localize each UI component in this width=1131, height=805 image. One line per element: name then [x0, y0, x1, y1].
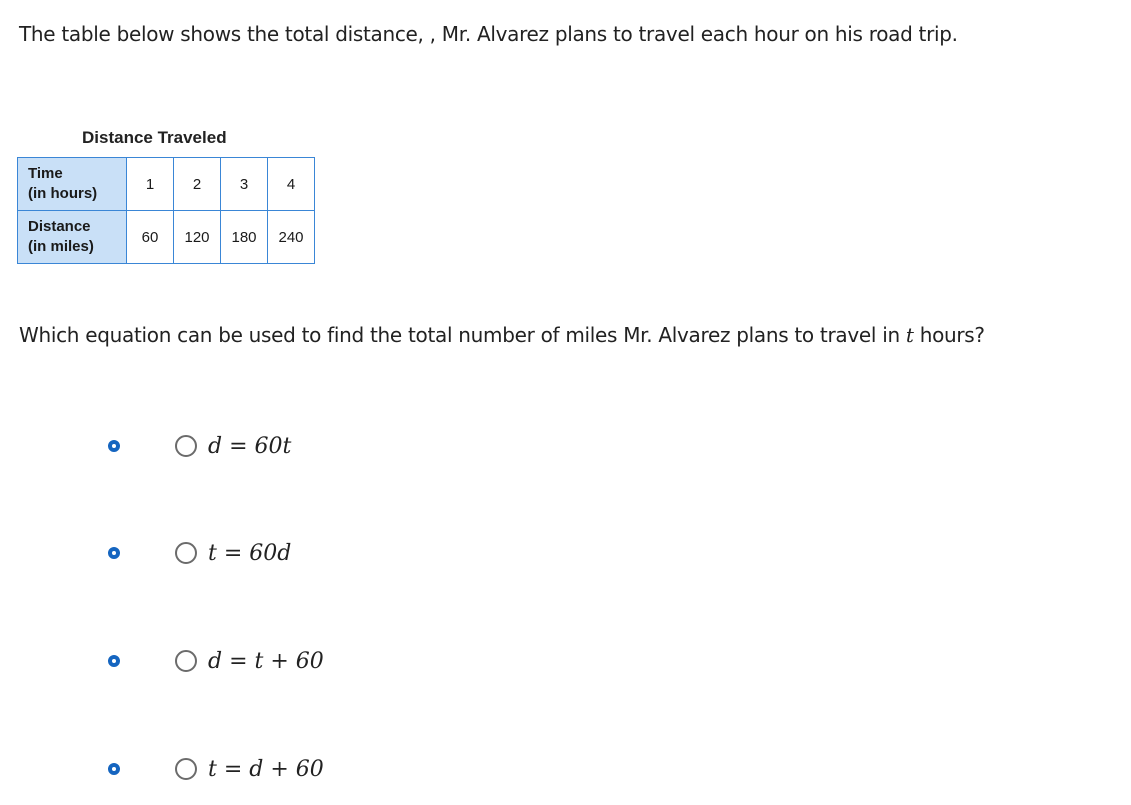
table-cell: 60 — [127, 211, 174, 264]
row-header-line: (in miles) — [28, 238, 94, 255]
table-cell: 2 — [174, 158, 221, 211]
question-text-after: hours? — [913, 323, 985, 347]
radio-button[interactable] — [175, 542, 197, 564]
radio-button[interactable] — [175, 435, 197, 457]
focus-indicator-icon — [108, 547, 120, 559]
table-cell: 240 — [268, 211, 315, 264]
radio-button[interactable] — [175, 758, 197, 780]
row-header-distance — [18, 211, 127, 264]
row-header-line: (in hours) — [28, 185, 98, 202]
table-cell: 4 — [268, 158, 315, 211]
focus-indicator-icon — [108, 763, 120, 775]
question-text-before: Which equation can be used to find the total number of miles Mr. Alvarez plans to travel in — [19, 323, 906, 347]
answer-choice-1[interactable] — [108, 428, 368, 464]
radio-button[interactable] — [175, 650, 197, 672]
choice-label: t = 60d — [208, 540, 292, 566]
answer-choice-2[interactable] — [108, 535, 368, 571]
table-cell: 120 — [174, 211, 221, 264]
question-variable: t — [905, 323, 914, 347]
focus-indicator-icon — [108, 440, 120, 452]
table-title: Distance Traveled — [82, 128, 227, 147]
choice-label: t = d + 60 — [208, 756, 324, 782]
table-row — [18, 158, 315, 211]
row-header-line: Time — [28, 165, 63, 182]
intro-text: The table below shows the total distance, , Mr. Alvarez plans to travel each hour on his road trip. — [19, 22, 958, 46]
answer-choice-3[interactable] — [108, 643, 368, 679]
focus-indicator-icon — [108, 655, 120, 667]
table-cell: 180 — [221, 211, 268, 264]
row-header-line: Distance — [28, 218, 91, 235]
table-row — [18, 211, 315, 264]
table-cell: 1 — [127, 158, 174, 211]
distance-table — [17, 157, 315, 264]
choice-label: d = 60t — [208, 433, 292, 459]
answer-choice-4[interactable] — [108, 751, 368, 787]
table-cell: 3 — [221, 158, 268, 211]
question-text — [19, 323, 985, 347]
choice-label: d = t + 60 — [208, 648, 324, 674]
row-header-time — [18, 158, 127, 211]
